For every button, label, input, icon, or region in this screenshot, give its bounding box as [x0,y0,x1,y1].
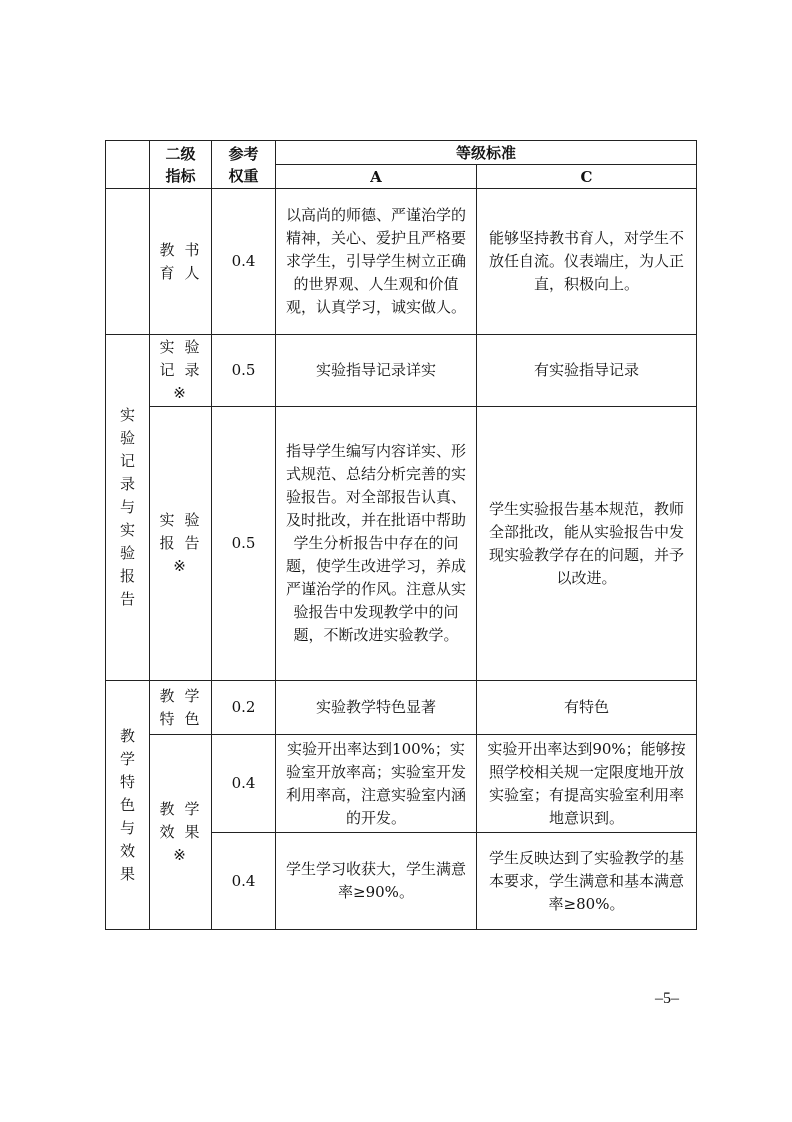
grade-a-cell [276,335,477,407]
indicator-text: 教书 育人 [159,240,210,282]
indicator-text: 实验 记录 ※ [159,338,210,402]
grade-a-cell [276,407,477,681]
evaluation-table [105,140,697,930]
table-row [106,681,697,735]
grade-a-cell [276,189,477,335]
indicator-cell [150,407,212,681]
table-row [106,407,697,681]
grade-c-text: 能够坚持教书育人，对学生不放任自流。仪表端庄，为人正直，积极向上。 [489,229,685,293]
group-cell-teaching [106,681,150,930]
table-row [106,189,697,335]
indicator-cell [150,735,212,930]
grade-c-text: 学生实验报告基本规范，教师全部批改，能从实验报告中发现实验教学存在的问题，并予以改进。 [489,499,685,587]
header-reference-weight-text: 参考 权重 [228,144,259,185]
weight-cell: 0.5 [212,407,276,681]
grade-c-cell [477,681,697,735]
page-number: –5– [655,990,679,1007]
grade-a-cell [276,833,477,930]
weight-cell: 0.4 [212,189,276,335]
weight-cell: 0.2 [212,681,276,735]
indicator-text: 实验 报告 ※ [159,511,210,575]
grade-a-text: 实验指导记录详实 [315,361,436,379]
header-grade-standard: 等级标准 [276,141,697,165]
indicator-text: 教学 效果 ※ [159,799,210,864]
header-row-1 [106,141,697,165]
grade-a-cell [276,681,477,735]
grade-c-cell [477,407,697,681]
header-secondary-indicator-text: 二级 指标 [165,144,196,185]
weight-cell: 0.5 [212,335,276,407]
group-cell-report [106,335,150,681]
grade-c-cell [477,189,697,335]
grade-c-cell [477,833,697,930]
grade-c-cell [477,335,697,407]
grade-c-text: 有特色 [564,698,610,716]
indicator-cell [150,681,212,735]
grade-a-text: 实验开出率达到100%；实验室开放率高；实验室开发利用率高，注意实验室内涵的开发。 [285,739,466,827]
header-blank-cell [106,141,150,189]
grade-a-text: 学生学习收获大，学生满意率≥90%。 [285,860,466,901]
grade-a-text: 以高尚的师德、严谨治学的精神，关心、爱护且严格要求学生，引导学生树立正确的世界观、人生观和价值观，认真学习，诚实做人。 [285,206,466,316]
grade-a-text: 指导学生编写内容详实、形式规范、总结分析完善的实验报告。对全部报告认真、及时批改，并在批语中帮助学生分析报告中存在的问题，使学生改进学习，养成严谨治学的作风。注意从实验报告中发现教学中的问题，不断改进实验教学。 [285,442,466,644]
grade-a-cell [276,735,477,833]
grade-c-text: 有实验指导记录 [534,361,640,379]
indicator-cell [150,335,212,407]
grade-c-text: 实验开出率达到90%；能够按照学校相关规一定限度地开放实验室；有提高实验室利用率地意识到。 [487,739,686,827]
group-cell-empty [106,189,150,335]
header-grade-a: A [276,165,477,189]
table-row [106,335,697,407]
indicator-cell [150,189,212,335]
weight-cell: 0.4 [212,735,276,833]
table-row [106,735,697,833]
grade-c-cell [477,735,697,833]
grade-a-text: 实验教学特色显著 [315,698,436,716]
group-label-report: 实验记录与实验报告 [119,406,135,608]
indicator-text: 教学 特色 [159,686,210,728]
header-reference-weight [212,141,276,189]
header-secondary-indicator [150,141,212,189]
grade-c-text: 学生反映达到了实验教学的基本要求，学生满意和基本满意率≥80%。 [489,848,685,913]
header-grade-c: C [477,165,697,189]
weight-cell: 0.4 [212,833,276,930]
group-label-teaching: 教学特色与效果 [119,726,135,883]
